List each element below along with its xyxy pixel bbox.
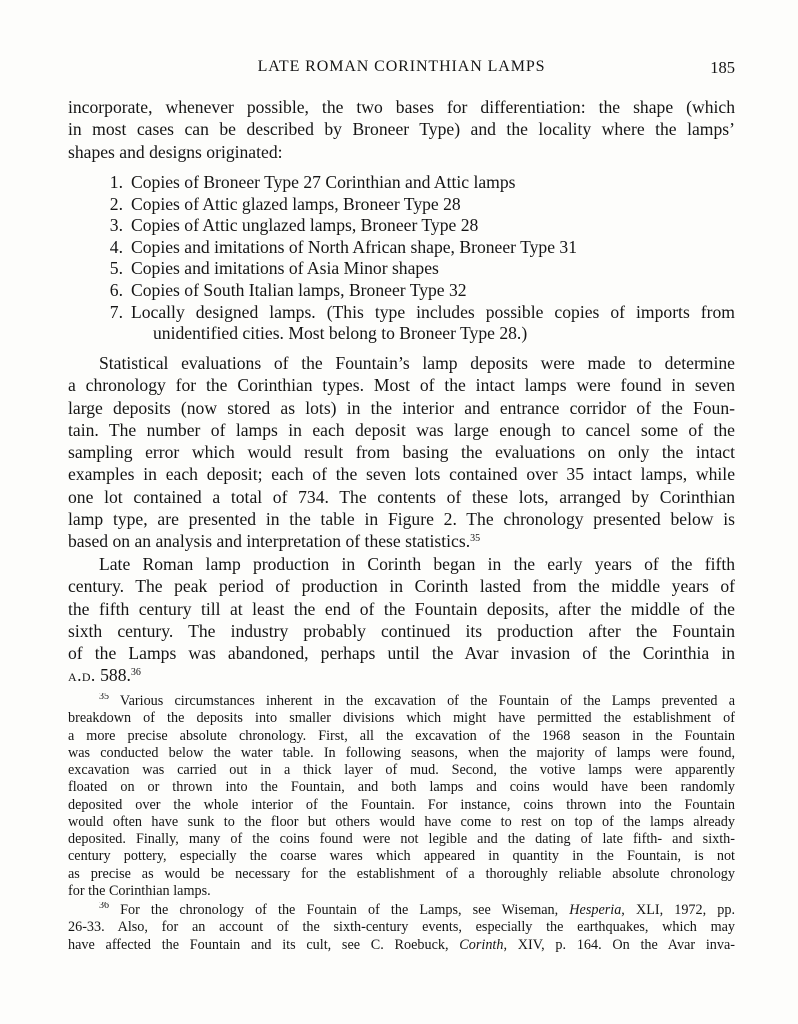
- text-line: of the Lamps was abandoned, perhaps until the Avar invasion of the Corinthia in: [68, 643, 735, 664]
- note-line: as precise as would be necessary for the establishment of a thoroughly reliable absolute chronology: [68, 865, 735, 882]
- note-line: excavation was carried out in a thick layer of mud. Second, the votive lamps were apparently: [68, 762, 735, 778]
- text-line: a chronology for the Corinthian types. Most of the intact lamps were found in seven: [68, 375, 735, 396]
- text-line: large deposits (now stored as lots) in the interior and entrance corridor of the Foun-: [68, 397, 735, 418]
- text-line: shapes and designs originated:: [68, 141, 283, 162]
- journal-title: Hesperia: [569, 902, 622, 918]
- list-text: Copies of Attic glazed lamps, Broneer Type 28: [131, 193, 461, 214]
- list-item: [68, 237, 735, 259]
- footnote-35: [68, 693, 735, 900]
- running-title: LATE ROMAN CORINTHIAN LAMPS: [257, 58, 546, 75]
- text-fragment: based on an analysis and interpretation of these statistics.: [68, 531, 471, 552]
- text-line: sampling error which would result from basing the evaluations on only the intact: [68, 442, 735, 463]
- list-text: Copies and imitations of North African shape, Broneer Type 31: [131, 236, 578, 257]
- note-line: a more precise absolute chronology. First, all the excavation of the 1968 season in the Fountain: [68, 727, 735, 744]
- note-line: deposited over the whole interior of the Fountain. For instance, coins thrown into the Fountain: [68, 796, 735, 813]
- list-item: [68, 215, 735, 237]
- text-line: Statistical evaluations of the Fountain’s lamp deposits were made to determine: [99, 353, 735, 373]
- note-line: breakdown of the deposits into smaller divisions which might have permitted the establishment of: [68, 710, 735, 727]
- text-line: century. The peak period of production in Corinth lasted from the middle years of: [68, 576, 735, 597]
- text-fragment: , XIV, p. 164. On the Avar inva-: [503, 936, 735, 953]
- list-number: 4.: [109, 236, 123, 257]
- list-text: unidentified cities. Most belong to Broneer Type 28.): [153, 323, 528, 344]
- text-fragment: For the chronology of the Fountain of the Lamps, see Wiseman,: [109, 902, 570, 918]
- footnote-36: [68, 902, 735, 954]
- type-list: [68, 172, 735, 345]
- list-text: Copies of South Italian lamps, Broneer Type 32: [131, 279, 467, 300]
- series-title: Corinth: [459, 936, 504, 953]
- text-line: in most cases can be described by Broneer Type) and the locality where the lamps’: [68, 119, 735, 140]
- text-fragment: , XLI, 1972, pp.: [621, 902, 735, 918]
- note-line: [68, 937, 735, 954]
- list-item: [68, 280, 735, 302]
- footnote-ref-35[interactable]: 35: [470, 533, 481, 545]
- running-head: [68, 58, 735, 82]
- text-line: sixth century. The industry probably continued its production after the Fountain: [68, 620, 735, 641]
- note-line: deposited. Finally, many of the coins found were not legible and the dating of late fifth- and sixth-: [68, 831, 735, 847]
- text-line: incorporate, whenever possible, the two bases for differentiation: the shape (which: [68, 97, 735, 117]
- note-line: was conducted below the water table. In following seasons, when the majority of lamps were found,: [68, 744, 735, 761]
- list-item: [68, 302, 735, 324]
- list-text: Copies of Attic unglazed lamps, Broneer Type 28: [131, 215, 479, 236]
- list-item-continuation: [68, 323, 735, 345]
- note-line: floated on or thrown into the Fountain, and both lamps and coins would have been randomly: [68, 779, 735, 796]
- list-item: [68, 172, 735, 194]
- note-line: would often have sunk to the floor but others would have come to rest on top of the lamps already: [68, 813, 735, 830]
- list-number: 5.: [109, 258, 123, 279]
- intro-paragraph: [68, 96, 735, 163]
- footnote-marker: 36: [99, 902, 109, 911]
- text-line: examples in each deposit; each of the seven lots contained over 35 intact lamps, while: [68, 464, 735, 485]
- list-text: Copies and imitations of Asia Minor shapes: [131, 258, 439, 279]
- footnote-ref-36[interactable]: 36: [130, 667, 141, 679]
- text-line: lamp type, are presented in the table in Figure 2. The chronology presented below is: [68, 509, 735, 530]
- text-line: tain. The number of lamps in each deposit was large enough to cancel some of the: [68, 419, 735, 440]
- note-line: [68, 693, 735, 710]
- text-line: [68, 664, 735, 686]
- note-line: 26-33. Also, for an account of the sixth-century events, especially the earthquakes, which may: [68, 919, 735, 936]
- production-paragraph: [68, 553, 735, 687]
- era-abbrev: a.d.: [68, 665, 96, 686]
- text-line: [68, 530, 735, 552]
- list-text: Copies of Broneer Type 27 Corinthian and Attic lamps: [131, 172, 516, 192]
- list-number: 3.: [109, 215, 123, 236]
- note-line: for the Corinthian lamps.: [68, 882, 211, 899]
- text-fragment: have affected the Fountain and its cult, see C. Roebuck,: [68, 936, 460, 953]
- text-line: Late Roman lamp production in Corinth began in the early years of the fifth: [99, 554, 735, 574]
- text-line: one lot contained a total of 734. The contents of these lots, arranged by Corinthian: [68, 486, 735, 507]
- list-item: [68, 194, 735, 216]
- note-line: [68, 902, 735, 919]
- list-number: 2.: [109, 193, 123, 214]
- list-text: Locally designed lamps. (This type includes possible copies of imports from: [131, 301, 735, 322]
- text-fragment: Various circumstances inherent in the excavation of the Fountain of the Lamps prevented a: [109, 693, 735, 709]
- text-fragment: 588.: [95, 665, 131, 686]
- list-number: 7.: [109, 301, 123, 322]
- note-line: century pottery, especially the coarse wares which appeared in quantity in the Fountain, is not: [68, 848, 735, 865]
- list-number: 1.: [109, 172, 123, 192]
- stats-paragraph: [68, 352, 735, 553]
- text-line: the fifth century till at least the end of the Fountain deposits, after the middle of the: [68, 598, 735, 619]
- footnote-marker: 35: [99, 693, 109, 702]
- list-number: 6.: [109, 279, 123, 300]
- list-item: [68, 258, 735, 280]
- page-number: 185: [710, 58, 735, 77]
